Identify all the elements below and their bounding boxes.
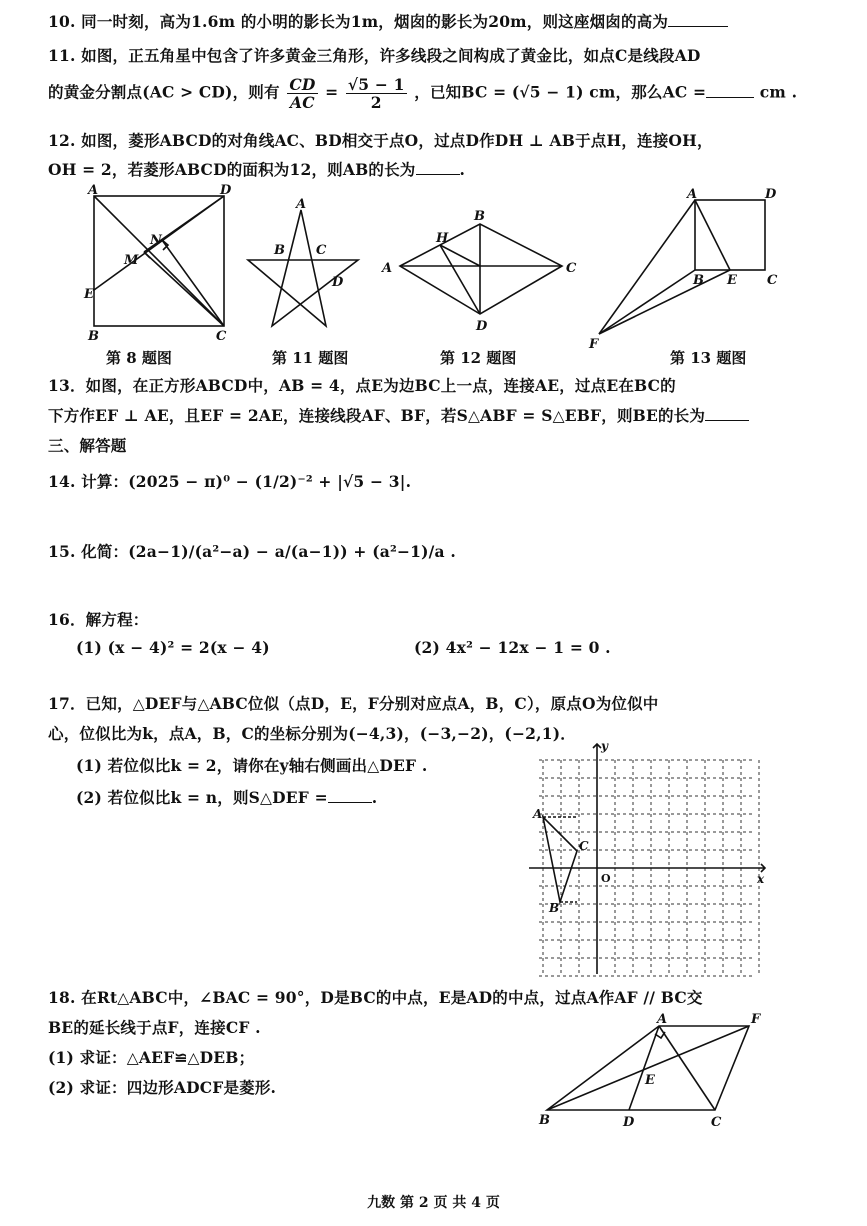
question-18-line1: 18. 在Rt△ABC中，∠BAC = 90°，D是BC的中点，E是AD的中点，过点A作AF // BC交 bbox=[48, 988, 703, 1007]
caption-figure-8: 第 8 题图 bbox=[106, 349, 172, 367]
figure-11-star bbox=[238, 198, 368, 348]
question-10 bbox=[48, 10, 728, 32]
question-18-line2: BE的延长线于点F，连接CF . bbox=[48, 1018, 261, 1037]
svg-text:E: E bbox=[727, 273, 737, 288]
question-17-part1: (1) 若位似比k = 2，请你在y轴右侧画出△DEF . bbox=[76, 756, 428, 775]
svg-text:B: B bbox=[274, 243, 285, 258]
svg-text:C: C bbox=[579, 839, 589, 853]
fraction-golden: $\frac{√5 - 1}{2}$ bbox=[347, 75, 405, 113]
question-13-line2: 下方作EF ⊥ AE，且EF = 2AE，连接线段AF、BF，若S△ABF = S△EBF，则BE的长为 bbox=[48, 404, 749, 426]
svg-text:A: A bbox=[533, 807, 543, 821]
svg-text:N: N bbox=[150, 233, 162, 248]
figure-13-square bbox=[585, 184, 785, 354]
question-16-title: 16．解方程： bbox=[48, 610, 149, 629]
question-11-line1: 11. 如图，正五角星中包含了许多黄金三角形，许多线段之间构成了黄金比，如点C是线段AD bbox=[48, 46, 701, 65]
svg-text:C: C bbox=[767, 273, 778, 288]
question-17-part2: (2) 若位似比k = n，则S△DEF = . bbox=[76, 788, 378, 807]
answer-blank bbox=[706, 83, 754, 98]
svg-text:A: A bbox=[382, 261, 393, 276]
svg-text:B: B bbox=[88, 329, 99, 342]
question-15: 15. 化简：(2a−1)/(a²−a) − a/(a−1)) + (a²−1)/a . bbox=[48, 542, 456, 561]
svg-text:A: A bbox=[88, 183, 99, 198]
figure-17-coordinate-grid bbox=[525, 740, 775, 980]
svg-text:F: F bbox=[589, 337, 599, 352]
svg-text:x: x bbox=[757, 872, 765, 886]
question-16-part1: (1) (x − 4)² = 2(x − 4) bbox=[76, 638, 270, 657]
svg-text:y: y bbox=[601, 740, 608, 753]
answer-blank bbox=[328, 788, 372, 803]
figure-12-rhombus bbox=[380, 208, 580, 338]
svg-text:C: C bbox=[316, 243, 327, 258]
svg-text:B: B bbox=[549, 901, 560, 915]
svg-text:M: M bbox=[124, 253, 139, 268]
fraction-cd-ac: $\frac{CD}{AC}$ bbox=[289, 75, 316, 113]
svg-text:D: D bbox=[765, 187, 777, 202]
caption-figure-11: 第 11 题图 bbox=[272, 349, 349, 367]
svg-text:F: F bbox=[751, 1012, 761, 1027]
question-13-line1: 13．如图，在正方形ABCD中，AB = 4，点E为边BC上一点，连接AE，过点E在BC的 bbox=[48, 376, 676, 395]
caption-figure-13: 第 13 题图 bbox=[670, 349, 747, 367]
question-17-line2: 心，位似比为k，点A，B，C的坐标分别为(−4,3)，(−3,−2)，(−2,1)． bbox=[48, 724, 576, 743]
question-14: 14. 计算：(2025 − π)⁰ − (1/2)⁻² + |√5 − 3|. bbox=[48, 472, 412, 491]
question-16-part2: (2) 4x² − 12x − 1 = 0 . bbox=[414, 638, 611, 657]
question-18-part1: (1) 求证：△AEF≌△DEB； bbox=[48, 1048, 255, 1067]
svg-text:E: E bbox=[645, 1073, 655, 1088]
svg-text:C: C bbox=[711, 1115, 722, 1130]
svg-text:B: B bbox=[539, 1113, 550, 1128]
question-10-text: 10. 同一时刻，高为1.6m 的小明的影长为1m，烟囱的影长为20m，则这座烟囱的高为 bbox=[48, 12, 669, 31]
svg-text:B: B bbox=[474, 209, 485, 224]
svg-text:C: C bbox=[216, 329, 227, 342]
page-footer: 九数 第 2 页 共 4 页 bbox=[367, 1195, 500, 1211]
question-12-line1: 12. 如图，菱形ABCD的对角线AC、BD相交于点O，过点D作DH ⊥ AB于点H，连接OH， bbox=[48, 131, 713, 150]
question-17-line1: 17．已知，△DEF与△ABC位似（点D，E，F分别对应点A，B，C），原点O为位似中 bbox=[48, 694, 659, 713]
svg-text:D: D bbox=[476, 319, 488, 334]
svg-text:B: B bbox=[693, 273, 704, 288]
svg-text:H: H bbox=[436, 231, 449, 246]
answer-blank bbox=[705, 406, 749, 421]
section-3-title: 三、解答题 bbox=[48, 436, 127, 455]
answer-blank bbox=[668, 12, 728, 27]
figure-8-square bbox=[82, 182, 242, 342]
svg-text:O: O bbox=[601, 872, 611, 885]
answer-blank bbox=[416, 160, 460, 175]
svg-text:E: E bbox=[84, 287, 94, 302]
question-11-line2: 的黄金分割点(AC > CD)，则有 $\frac{CD}{AC}$ = $\frac{√5 - 1}{2}$ ，已知BC = (√5 − 1) cm，那么AC = cm . bbox=[48, 75, 798, 113]
svg-text:C: C bbox=[566, 261, 577, 276]
svg-text:A: A bbox=[657, 1012, 668, 1027]
question-12-line2: OH = 2，若菱形ABCD的面积为12，则AB的长为 . bbox=[48, 160, 466, 179]
svg-text:D: D bbox=[220, 183, 232, 198]
svg-text:A: A bbox=[296, 198, 307, 212]
svg-text:A: A bbox=[687, 187, 698, 202]
caption-figure-12: 第 12 题图 bbox=[440, 349, 517, 367]
svg-text:D: D bbox=[332, 275, 344, 290]
svg-text:D: D bbox=[623, 1115, 635, 1130]
figure-18-quadrilateral bbox=[535, 1010, 775, 1130]
question-18-part2: (2) 求证：四边形ADCF是菱形. bbox=[48, 1078, 277, 1097]
